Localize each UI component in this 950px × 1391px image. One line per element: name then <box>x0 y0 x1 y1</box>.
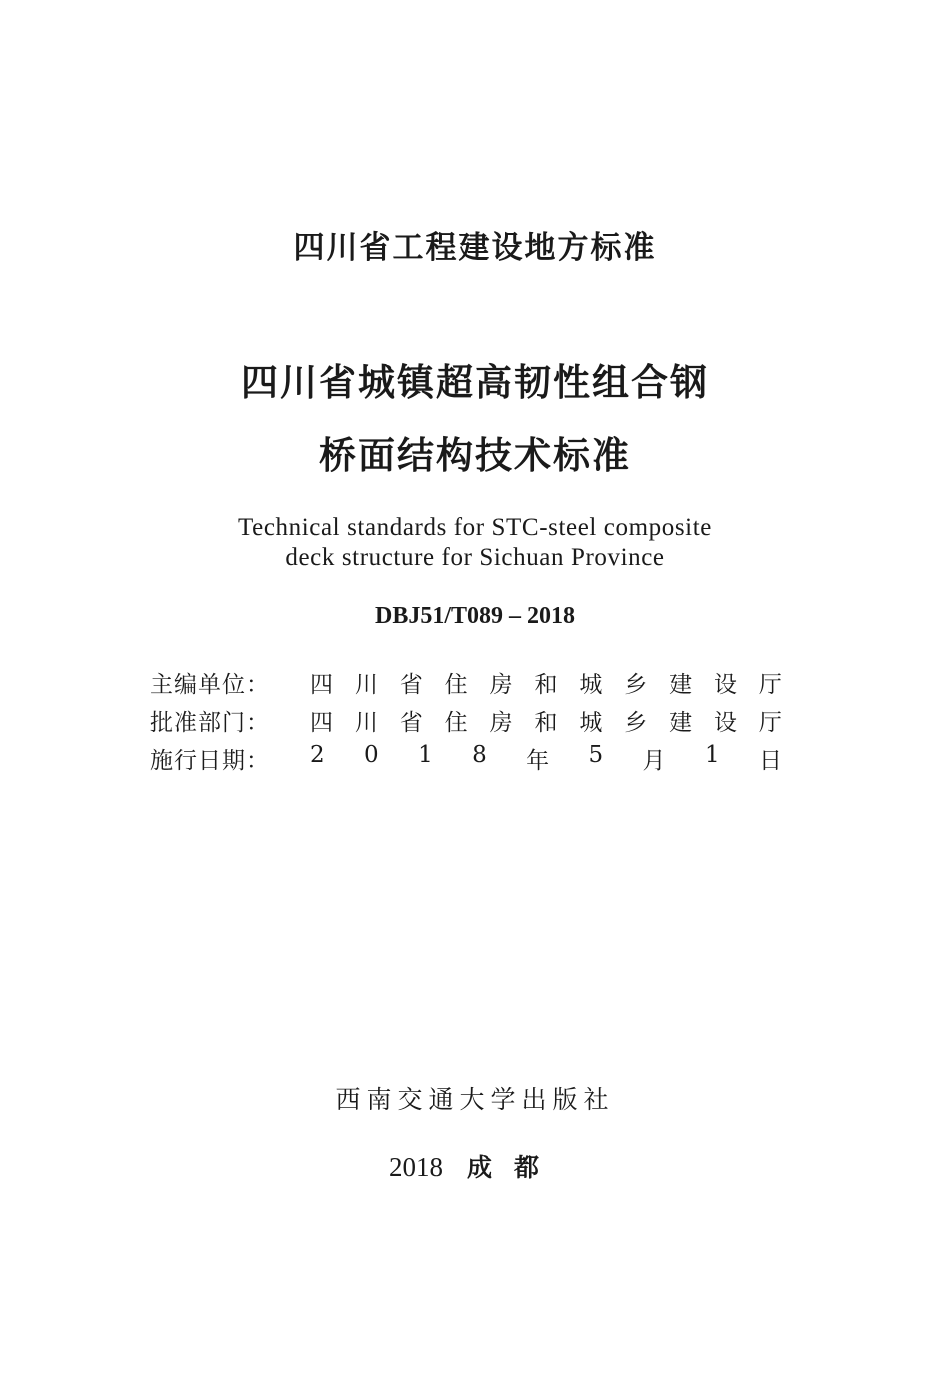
info-char: 日 <box>758 748 782 774</box>
info-char: 省 <box>399 710 423 736</box>
info-char: 和 <box>534 672 558 698</box>
info-char: 四 <box>310 672 333 698</box>
info-char: 厅 <box>758 710 782 736</box>
publisher-name: 西南交通大学出版社 <box>335 1085 615 1114</box>
approval-value <box>310 704 782 737</box>
standard-code: DBJ51/T089 – 2018 <box>374 603 575 629</box>
approval-label: 批准部门： <box>150 710 270 736</box>
info-char: 住 <box>444 672 468 698</box>
info-char: 川 <box>354 710 378 736</box>
info-char: 四 <box>310 710 333 736</box>
info-char: 厅 <box>758 672 782 698</box>
info-char: 1 <box>704 742 720 768</box>
series-title: 四川省工程建设地方标准 <box>293 230 657 266</box>
info-char: 和 <box>534 710 558 736</box>
info-char: 年 <box>526 748 550 774</box>
info-char: 5 <box>588 742 604 768</box>
info-char: 建 <box>669 672 693 698</box>
info-char: 8 <box>472 742 487 768</box>
info-char: 城 <box>579 710 603 736</box>
info-char: 房 <box>489 672 513 698</box>
info-char: 0 <box>364 742 379 768</box>
info-char: 住 <box>444 710 468 736</box>
chief-editor-label: 主编单位： <box>150 672 270 698</box>
info-char: 城 <box>579 672 603 698</box>
info-char: 乡 <box>624 710 648 736</box>
chief-editor-value <box>310 666 782 699</box>
publication-line <box>0 1148 950 1184</box>
effective-date-label: 施行日期： <box>150 748 270 774</box>
title-line-2: 桥面结构技术标准 <box>319 434 631 477</box>
info-char: 设 <box>714 710 738 736</box>
chief-editor-row <box>150 666 790 700</box>
publication-year: 2018 <box>388 1152 443 1182</box>
info-char: 川 <box>354 672 378 698</box>
effective-date-value <box>310 742 782 775</box>
effective-date-row <box>150 742 790 776</box>
info-char: 省 <box>399 672 423 698</box>
english-title-line-1: Technical standards for STC-steel composite <box>238 514 712 541</box>
title-line-1: 四川省城镇超高韧性组合钢 <box>241 361 709 404</box>
info-char: 2 <box>310 742 325 768</box>
info-char: 房 <box>489 710 513 736</box>
english-title-line-2: deck structure for Sichuan Province <box>285 544 665 571</box>
info-char: 1 <box>418 742 433 768</box>
info-char: 设 <box>714 672 738 698</box>
info-char: 月 <box>642 748 666 774</box>
info-char: 乡 <box>624 672 648 698</box>
approval-row <box>150 704 790 738</box>
publication-city: 成都 <box>466 1153 561 1182</box>
info-char: 建 <box>669 710 693 736</box>
